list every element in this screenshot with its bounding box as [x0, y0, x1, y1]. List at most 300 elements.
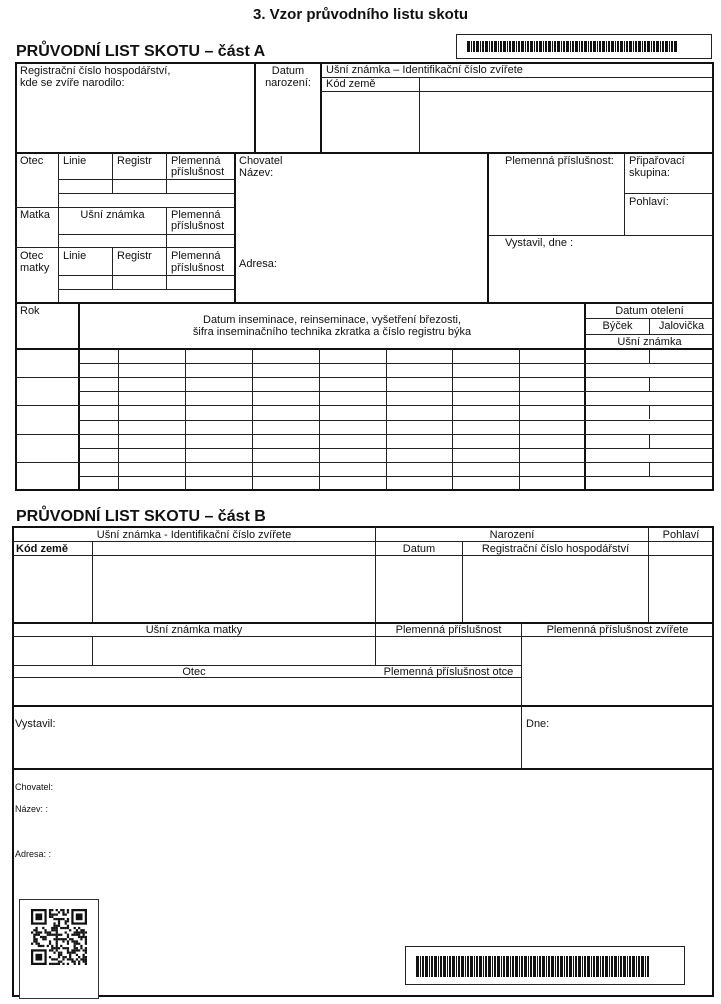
qr-module	[74, 961, 76, 963]
barcode-bar	[545, 41, 547, 52]
qr-module	[60, 938, 62, 940]
b-sex-label: Pohlaví	[662, 529, 700, 541]
qr-module	[42, 945, 44, 947]
qr-module	[56, 909, 58, 911]
grid-line	[59, 289, 235, 290]
barcode-bar	[602, 41, 605, 52]
barcode-top-icon	[456, 34, 712, 59]
b-father-field[interactable]	[14, 679, 374, 704]
barcode-bar	[651, 41, 652, 52]
barcode-bar	[561, 41, 562, 52]
qr-module	[49, 913, 51, 915]
qr-module	[51, 909, 53, 911]
qr-module	[53, 929, 55, 931]
mgf-breed-label: Plemenná	[171, 250, 221, 262]
barcode-bar	[566, 956, 568, 977]
barcode-bar	[609, 956, 610, 977]
b-reg-number-label: Registrační číslo hospodářství	[481, 543, 630, 555]
barcode-bar	[548, 956, 550, 977]
grid-line	[59, 234, 235, 235]
b-animal-breed-label: Plemenná příslušnost zvířete	[546, 624, 689, 636]
heifer-calf-label: Jalovička	[658, 320, 705, 332]
barcode-bar	[566, 41, 569, 52]
qr-module	[40, 945, 42, 947]
qr-module	[85, 940, 87, 942]
qr-module	[62, 918, 64, 920]
qr-module	[62, 927, 64, 929]
barcode-bar	[656, 41, 659, 52]
grid-line	[92, 541, 93, 623]
qr-module	[62, 911, 64, 913]
b-date-issued-label: Dne:	[526, 718, 550, 730]
qr-module	[38, 945, 40, 947]
barcode-bar	[438, 956, 439, 977]
qr-module	[58, 956, 60, 958]
barcode-bar	[537, 956, 538, 977]
barcode-bar	[641, 956, 644, 977]
b-reg-number-field[interactable]	[464, 557, 647, 621]
qr-module	[67, 911, 69, 913]
keeper-label: Chovatel	[239, 155, 283, 167]
grid-line	[13, 768, 713, 770]
grid-line	[419, 78, 420, 153]
barcode-bar	[635, 41, 637, 52]
insemination-header-2: šifra inseminačního technika zkratka a číslo registru býka	[192, 326, 472, 338]
qr-module	[58, 925, 60, 927]
b-sex-field[interactable]	[650, 557, 712, 621]
b-ear-tag-label: Ušní známka - Identifikační číslo zvířete	[96, 529, 292, 541]
grid-line	[649, 377, 650, 391]
year-field[interactable]	[17, 435, 77, 461]
qr-module	[56, 943, 58, 945]
barcode-bar	[536, 41, 538, 52]
qr-module	[69, 956, 71, 958]
grid-line	[166, 247, 167, 289]
qr-module	[65, 956, 67, 958]
qr-module	[85, 938, 87, 940]
barcode-bar	[476, 41, 479, 52]
grid-line	[15, 434, 713, 435]
country-code-field[interactable]	[322, 92, 418, 152]
barcode-bar	[497, 956, 500, 977]
qr-module	[65, 922, 67, 924]
barcode-bar	[467, 956, 469, 977]
qr-module	[71, 938, 73, 940]
father-line-label: Linie	[63, 155, 87, 167]
barcode-bar	[602, 956, 604, 977]
grid-line	[59, 179, 235, 180]
barcode-bar	[503, 41, 506, 52]
barcode-bar	[539, 41, 542, 52]
qr-module	[33, 938, 35, 940]
qr-module	[71, 961, 73, 963]
qr-module	[74, 940, 76, 942]
barcode-bar	[521, 956, 523, 977]
qr-module	[80, 958, 82, 960]
qr-module	[80, 947, 82, 949]
qr-module	[76, 943, 78, 945]
calf-ear-tag-label: Ušní známka	[617, 336, 682, 348]
qr-module	[60, 927, 62, 929]
grid-line	[15, 405, 713, 406]
qr-module	[53, 927, 55, 929]
barcode-bar	[623, 956, 626, 977]
barcode-bar	[470, 956, 473, 977]
barcode-bar	[509, 41, 511, 52]
grid-line	[15, 152, 713, 154]
qr-module	[85, 947, 87, 949]
father-breed-label-2: příslušnost	[171, 166, 225, 178]
qr-module	[33, 929, 35, 931]
barcode-bar	[485, 41, 488, 52]
barcode-bar	[555, 956, 556, 977]
mother-breed-label: Plemenná	[171, 209, 221, 221]
barcode-bar	[629, 956, 631, 977]
barcode-bar	[506, 956, 509, 977]
b-address-label: Adresa: :	[15, 849, 52, 859]
part-a-title: PRŮVODNÍ LIST SKOTU – část A	[16, 43, 266, 60]
qr-module	[49, 916, 51, 918]
grid-line	[15, 207, 235, 208]
qr-module	[53, 963, 55, 965]
qr-module	[60, 952, 62, 954]
barcode-bar	[554, 41, 556, 52]
qr-module	[62, 909, 64, 911]
b-mother-ear-tag-field[interactable]	[94, 638, 374, 664]
reg-birth-field[interactable]	[17, 92, 253, 152]
mother-label: Matka	[20, 209, 50, 221]
b-father-label: Otec	[182, 666, 206, 678]
qr-module	[49, 943, 51, 945]
barcode-bar	[461, 956, 464, 977]
qr-module	[51, 958, 53, 960]
b-country-code-field[interactable]	[14, 557, 91, 621]
qr-module	[67, 927, 69, 929]
grid-line	[234, 153, 236, 303]
qr-module	[35, 954, 42, 961]
grid-line	[15, 247, 235, 248]
qr-module	[74, 931, 76, 933]
barcode-bar	[600, 956, 601, 977]
qr-module	[53, 958, 55, 960]
qr-module	[53, 947, 55, 949]
qr-module	[74, 949, 76, 951]
year-field[interactable]	[17, 406, 77, 432]
qr-module	[78, 963, 80, 965]
mgf-register-label: Registr	[117, 250, 152, 262]
year-field[interactable]	[17, 463, 77, 489]
barcode-bar	[671, 41, 673, 52]
barcode-bar	[644, 41, 646, 52]
qr-code-icon	[19, 899, 99, 999]
b-father-breed-label: Plemenná příslušnost otce	[383, 666, 514, 678]
qr-module	[78, 931, 80, 933]
barcode-bar	[431, 956, 433, 977]
grid-line	[521, 706, 522, 769]
qr-module	[35, 938, 37, 940]
qr-module	[53, 934, 55, 936]
qr-module	[76, 954, 78, 956]
barcode-bar	[564, 956, 565, 977]
qr-module	[76, 958, 78, 960]
barcode-bar	[498, 41, 499, 52]
qr-module	[53, 952, 55, 954]
barcode-bar	[590, 41, 592, 52]
barcode-bar	[633, 41, 634, 52]
grid-line	[79, 476, 713, 477]
barcode-bar	[533, 956, 536, 977]
qr-module	[76, 947, 78, 949]
b-date-field[interactable]	[377, 557, 461, 621]
qr-module	[71, 940, 73, 942]
maternal-grandfather-label-2: matky	[20, 262, 50, 274]
barcode-bar	[524, 956, 527, 977]
grid-line	[319, 349, 320, 490]
qr-module	[44, 929, 46, 931]
barcode-bar	[627, 956, 628, 977]
b-mother-country-field[interactable]	[14, 638, 91, 664]
father-label: Otec	[20, 155, 44, 167]
qr-module	[83, 956, 85, 958]
barcode-bar	[546, 956, 547, 977]
barcode-bar	[525, 41, 526, 52]
barcode-bar	[482, 41, 484, 52]
barcode-bar	[611, 41, 614, 52]
qr-code-pattern	[31, 909, 87, 965]
maternal-grandfather-label: Otec	[20, 250, 44, 262]
b-issued-by-field[interactable]	[14, 708, 520, 767]
barcode-bar	[548, 41, 551, 52]
qr-module	[58, 947, 60, 949]
barcode-bar	[491, 41, 493, 52]
barcode-bar	[632, 956, 635, 977]
barcode-bar	[584, 956, 586, 977]
qr-module	[35, 927, 37, 929]
barcode-bars	[467, 41, 678, 52]
birth-date-field[interactable]	[256, 92, 319, 152]
barcode-bar	[581, 41, 583, 52]
qr-module	[56, 925, 58, 927]
barcode-bar	[488, 956, 491, 977]
b-ear-tag-field[interactable]	[94, 557, 374, 621]
qr-module	[33, 940, 35, 942]
barcode-bar	[449, 956, 451, 977]
qr-module	[67, 934, 69, 936]
qr-module	[76, 934, 78, 936]
b-father-breed-field[interactable]	[377, 679, 520, 704]
grid-line	[166, 207, 167, 247]
qr-module	[58, 920, 60, 922]
qr-module	[56, 958, 58, 960]
barcode-bar	[674, 41, 677, 52]
qr-module	[74, 963, 76, 965]
qr-module	[38, 943, 40, 945]
grid-line	[252, 349, 253, 490]
qr-module	[65, 931, 67, 933]
page-title: 3. Vzor průvodního listu skotu	[252, 6, 468, 23]
barcode-bar	[582, 956, 583, 977]
qr-module	[56, 945, 58, 947]
barcode-bar	[551, 956, 554, 977]
barcode-bar	[584, 41, 587, 52]
qr-module	[80, 945, 82, 947]
qr-module	[69, 958, 71, 960]
barcode-bar	[579, 41, 580, 52]
qr-module	[71, 934, 73, 936]
qr-module	[78, 934, 80, 936]
qr-module	[42, 927, 44, 929]
qr-module	[65, 913, 67, 915]
qr-module	[44, 938, 46, 940]
qr-module	[53, 938, 55, 940]
qr-module	[74, 945, 76, 947]
qr-module	[62, 913, 64, 915]
barcode-bar	[440, 956, 442, 977]
mating-group-label: Připařovací	[629, 155, 685, 167]
barcode-bar	[510, 956, 511, 977]
qr-module	[83, 931, 85, 933]
qr-module	[56, 938, 58, 940]
b-date-issued-field[interactable]	[523, 708, 712, 767]
barcode-bar	[494, 956, 496, 977]
b-keeper-label: Chovatel:	[15, 782, 54, 792]
grid-line	[488, 235, 713, 236]
qr-module	[85, 936, 87, 938]
qr-module	[76, 929, 78, 931]
qr-module	[58, 934, 60, 936]
barcode-bar	[521, 41, 524, 52]
mother-ear-tag-label: Ušní známka	[80, 209, 145, 221]
qr-module	[51, 934, 53, 936]
grid-line	[59, 193, 235, 194]
qr-module	[53, 913, 55, 915]
qr-module	[51, 913, 53, 915]
grid-line	[585, 334, 713, 335]
qr-module	[58, 922, 60, 924]
barcode-bar	[420, 956, 421, 977]
keeper-name-label: Název:	[239, 167, 274, 179]
b-country-code-label: Kód země	[16, 543, 68, 555]
b-animal-breed-field[interactable]	[523, 638, 712, 704]
qr-module	[85, 949, 87, 951]
b-name-label: Název: :	[15, 804, 49, 814]
barcode-bars	[416, 956, 650, 977]
year-field[interactable]	[17, 350, 77, 376]
barcode-bar	[471, 41, 472, 52]
father-breed-label: Plemenná	[171, 155, 221, 167]
grid-line	[625, 193, 713, 194]
qr-module	[69, 954, 71, 956]
barcode-bar	[542, 956, 545, 977]
qr-module	[85, 943, 87, 945]
barcode-bar	[593, 956, 595, 977]
barcode-bar	[591, 956, 592, 977]
b-mother-ear-tag-label: Ušní známka matky	[145, 624, 243, 636]
qr-module	[51, 949, 53, 951]
grid-line	[59, 275, 235, 276]
year-field[interactable]	[17, 378, 77, 404]
qr-module	[56, 918, 58, 920]
b-mother-breed-field[interactable]	[377, 638, 520, 664]
barcode-bar	[500, 41, 502, 52]
barcode-bar	[605, 956, 608, 977]
qr-module	[42, 936, 44, 938]
barcode-bar	[615, 41, 616, 52]
barcode-bar	[467, 41, 470, 52]
qr-module	[53, 925, 55, 927]
barcode-bar	[596, 956, 599, 977]
b-date-label: Datum	[402, 543, 436, 555]
barcode-bar	[429, 956, 430, 977]
keeper-address-label: Adresa:	[239, 258, 277, 270]
animal-breed-label: Plemenná příslušnost:	[505, 155, 614, 167]
qr-module	[58, 938, 60, 940]
qr-module	[31, 943, 33, 945]
qr-module	[83, 949, 85, 951]
barcode-bar	[515, 956, 518, 977]
barcode-bar	[662, 41, 664, 52]
barcode-bar	[638, 41, 641, 52]
ear-tag-label: Ušní známka – Identifikační číslo zvířete	[326, 64, 523, 76]
year-label: Rok	[20, 305, 40, 317]
barcode-bar	[512, 41, 515, 52]
qr-module	[47, 934, 49, 936]
barcode-bar	[617, 41, 619, 52]
barcode-bar	[570, 41, 571, 52]
qr-module	[51, 927, 53, 929]
b-breed-label: Plemenná příslušnost	[395, 624, 502, 636]
qr-module	[74, 943, 76, 945]
qr-module	[67, 909, 69, 911]
qr-module	[60, 934, 62, 936]
barcode-bottom-icon	[405, 946, 685, 985]
barcode-bar	[653, 41, 655, 52]
birth-date-label: Datum	[271, 65, 305, 77]
qr-module	[62, 958, 64, 960]
qr-module	[69, 929, 71, 931]
ear-tag-field[interactable]	[421, 92, 712, 152]
qr-module	[67, 949, 69, 951]
barcode-bar	[476, 956, 478, 977]
qr-module	[74, 952, 76, 954]
qr-module	[60, 954, 62, 956]
barcode-bar	[588, 41, 589, 52]
qr-module	[58, 954, 60, 956]
qr-module	[80, 938, 82, 940]
mgf-line-label: Linie	[63, 250, 87, 262]
grid-line	[15, 377, 713, 378]
grid-line	[649, 349, 650, 363]
barcode-bar	[647, 41, 650, 52]
qr-module	[62, 963, 64, 965]
barcode-bar	[638, 956, 640, 977]
barcode-bar	[563, 41, 565, 52]
barcode-bar	[614, 956, 617, 977]
qr-module	[62, 947, 64, 949]
qr-module	[58, 963, 60, 965]
qr-module	[58, 961, 60, 963]
qr-module	[35, 943, 37, 945]
qr-module	[60, 961, 62, 963]
barcode-bar	[489, 41, 490, 52]
qr-module	[38, 931, 40, 933]
qr-module	[85, 961, 87, 963]
grid-line	[79, 391, 713, 392]
barcode-bar	[483, 956, 484, 977]
barcode-bar	[443, 956, 446, 977]
qr-module	[80, 929, 82, 931]
barcode-bar	[528, 956, 529, 977]
